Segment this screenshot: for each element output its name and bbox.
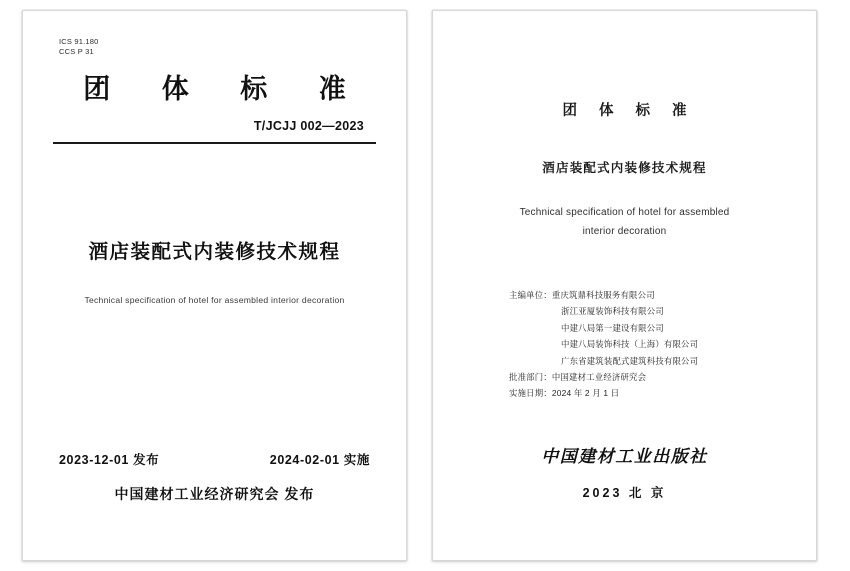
standard-type-heading: 团 体 标 准: [83, 74, 368, 105]
lead-unit-row-5: [509, 353, 786, 369]
title-page-title-cn: 酒店装配式内装修技术规程: [542, 161, 707, 175]
title-page-content: [433, 11, 816, 560]
cover-publisher: 中国建材工业经济研究会 发布: [114, 486, 315, 502]
approval-label: 批准部门：: [509, 371, 552, 382]
cover-title-en: Technical specification of hotel for assembled interior decoration: [84, 295, 345, 306]
cover-page-content: [23, 11, 406, 560]
lead-unit-row-2: [509, 303, 786, 319]
effective-date-row: [509, 385, 786, 401]
cover-page: [22, 10, 407, 561]
effective-date-value: 2024 年 2 月 1 日: [551, 388, 620, 399]
title-page: [432, 10, 817, 561]
lead-unit-3: 中建八局第一建设有限公司: [561, 322, 664, 333]
lead-unit-row-4: [509, 336, 786, 352]
title-en-line-1: Technical specification of hotel for assembled: [519, 207, 730, 218]
title-page-title-en: [463, 204, 786, 241]
ccs-line-2: CCS P 31: [59, 47, 94, 57]
lead-unit-4: 中建八局装饰科技（上海）有限公司: [561, 339, 699, 350]
effective-date: 2024-02-01 实施: [269, 453, 370, 467]
approval-unit: 中国建材工业经济研究会: [551, 371, 647, 382]
cover-title-cn: 酒店装配式内装修技术规程: [88, 241, 341, 264]
ics-code-block: [59, 37, 376, 57]
lead-unit-1: 重庆筑鼎科技服务有限公司: [551, 290, 655, 300]
cover-title-block: [53, 236, 376, 307]
standard-code: T/JCJJ 002—2023: [253, 119, 364, 134]
press-name: 中国建材工业出版社: [541, 446, 708, 467]
lead-unit-row-3: [509, 320, 786, 336]
effective-date-label: 实施日期：: [509, 388, 552, 399]
lead-unit-row-1: [509, 287, 786, 303]
approval-row: [509, 369, 786, 385]
ics-line-1: ICS 91.180: [59, 37, 99, 46]
issue-date: 2023-12-01 发布: [59, 453, 160, 467]
lead-unit-label: 主编单位：: [509, 290, 552, 300]
title-page-metadata: [463, 287, 786, 402]
title-en-line-2: interior decoration: [582, 225, 667, 237]
title-page-standard-type: 团 体 标 准: [562, 103, 696, 119]
press-year-city: 2023 北 京: [582, 485, 667, 500]
horizontal-rule: [53, 142, 376, 144]
lead-unit-2: 浙江亚厦装饰科技有限公司: [561, 306, 664, 317]
lead-unit-5: 广东省建筑装配式建筑科技有限公司: [561, 355, 699, 366]
cover-dates-row: [59, 450, 370, 468]
